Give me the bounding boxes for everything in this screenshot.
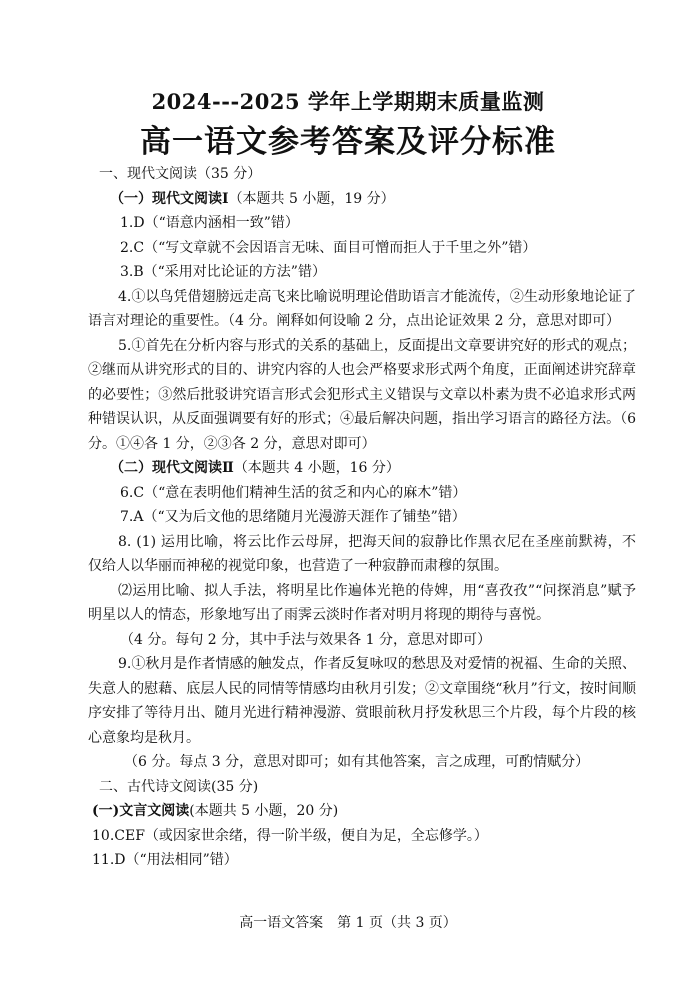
subsection-heading-classical-prose — [88, 799, 636, 824]
subsection-info: （本题共 4 小题，16 分） — [233, 460, 400, 476]
answer-3: 3.B（“采用对比论证的方法”错） — [120, 264, 326, 280]
answer-9: 9.①秋月是作者情感的触发点，作者反复咏叹的愁思及对爱情的祝福、生命的关照、失意人的慰藉、底层人民的同情等情感均由秋月引发；②文章围绕“秋月”行文，按时间顺序安排了等待月出、随月光进行精神漫游、赏眼前秋月抒发秋思三个片段，每个片段的核心意象均是秋月。 — [88, 656, 636, 746]
answer-1: 1.D（“语意内涵相一致”错） — [120, 215, 299, 231]
answer-8-part-1: 8. (1) 运用比喻，将云比作云母屏，把海天间的寂静比作黑衣尼在圣座前默祷，不仅给人以华丽而神秘的视觉印象，也营造了一种寂静而肃穆的氛围。 — [88, 533, 636, 574]
subsection-heading-modern-reading-1 — [88, 187, 636, 212]
answer-2: 2.C（“写文章就不会因语言无味、面目可憎而拒人于千里之外”错） — [120, 239, 537, 256]
answer-9-scoring: （6 分。每点 3 分，意思对即可；如有其他答案，言之成理，可酌情赋分） — [124, 754, 590, 770]
subsection-info: （本题共 5 小题，19 分） — [228, 190, 395, 207]
document-subtitle: 高一语文参考答案及评分标准 — [140, 124, 556, 160]
subsection-label: （一）现代文阅读Ⅰ — [110, 190, 229, 207]
answer-10: 10.CEF（或因家世余绪，得一阶半级，便自为足，全忘修学。） — [92, 827, 488, 844]
subsection-label: (一)文言文阅读 — [92, 803, 190, 819]
answer-6: 6.C（“意在表明他们精神生活的贫乏和内心的麻木”错） — [120, 484, 467, 501]
answer-7: 7.A（“又为后文他的思绪随月光漫游天涯作了铺垫”错） — [120, 509, 466, 525]
subsection-label: （二）现代文阅读Ⅱ — [110, 460, 234, 476]
subsection-info: (本题共 5 小题，20 分) — [189, 803, 339, 819]
answer-5: 5.①首先在分析内容与形式的关系的基础上，反面提出文章要讲究好的形式的观点；②继而从讲究形式的目的、讲究内容的人也会严格要求形式两个角度，正面阐述讲究辞章的必要性；③然后批驳讲究语言形式会犯形式主义错误与文章以朴素为贵不必追求形式两种错误认识，从反面强调要有好的形式；④最后解决问题，指出学习语言的路径方法。（6 分。①④各 1 分，②③各 2 分，意思对即可） — [88, 337, 636, 452]
answer-11: 11.D（“用法相同”错） — [92, 852, 238, 868]
answer-content — [88, 162, 636, 873]
document-title: 2024---2025 学年上学期期末质量监测 — [151, 89, 545, 114]
answer-4: 4.①以鸟凭借翅膀远走高飞来比喻说明理论借助语言才能流传，②生动形象地论证了语言对理论的重要性。（4 分。阐释如何设喻 2 分，点出论证效果 2 分，意思对即可） — [88, 288, 636, 329]
section-heading-classical-reading: 二、古代诗文阅读(35 分) — [99, 778, 259, 795]
page-footer: 高一语文答案 第 1 页（共 3 页） — [239, 915, 457, 931]
subsection-heading-modern-reading-2 — [88, 456, 636, 481]
answer-8-part-2: ⑵运用比喻、拟人手法，将明星比作遍体光艳的侍婢，用“喜孜孜”“问探消息”赋予明星以人的情态，形象地写出了雨霁云淡时作者对明月将现的期待与喜悦。 — [88, 582, 636, 623]
section-heading-modern-reading: 一、现代文阅读（35 分） — [99, 166, 262, 182]
answer-8-scoring: （4 分。每句 2 分，其中手法与效果各 1 分，意思对即可） — [120, 631, 491, 648]
